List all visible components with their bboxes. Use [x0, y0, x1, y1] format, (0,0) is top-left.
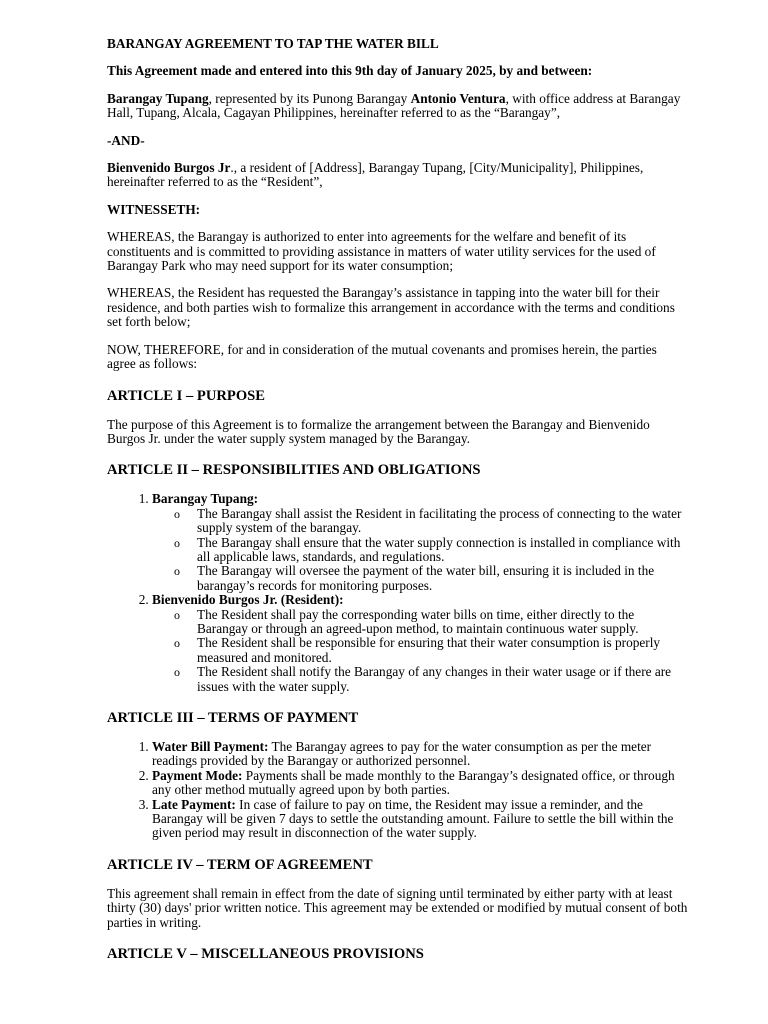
intro-line: This Agreement made and entered into this 9th day of January 2025, by and between: — [107, 63, 593, 79]
list-item — [152, 608, 688, 637]
item-text: In case of failure to pay on time, the Resident may issue a reminder, and the Barangay will be given 7 days to settle the outstanding amount. Failure to settle the bill within the given period may result in disconnection of the water supply. — [152, 796, 674, 841]
bullet-icon: o — [174, 665, 180, 680]
article-1-heading: ARTICLE I – PURPOSE — [107, 387, 266, 404]
sub-list — [152, 507, 688, 593]
bullet-text: The Barangay will oversee the payment of the water bill, ensuring it is included in the barangay’s records for monitoring purposes. — [197, 563, 655, 593]
article-4-text: This agreement shall remain in effect from the date of signing until terminated by either party with at least thirty (30) days' prior written notice. This agreement may be extended or modified by mutual consent of both parties in writing. — [107, 885, 688, 930]
list-item — [152, 507, 688, 536]
list-item — [152, 665, 688, 694]
bullet-text: The Barangay shall assist the Resident in facilitating the process of connecting to the water supply system of the barangay. — [197, 505, 682, 536]
bullet-icon: o — [174, 607, 180, 622]
list-item — [152, 769, 688, 798]
item-label: Payment Mode: — [152, 767, 243, 783]
party1-name: Barangay Tupang — [107, 90, 209, 106]
party2-text: ., a resident of [Address], Barangay Tupang, [City/Municipality], Philippines, hereinafter referred to as the “Resident”, — [107, 160, 644, 190]
bullet-icon: o — [174, 535, 180, 550]
article-1-text: The purpose of this Agreement is to formalize the arrangement between the Barangay and Bienvenido Burgos Jr. under the water supply system managed by the Barangay. — [107, 416, 650, 446]
witnesseth-heading: WITNESSETH: — [107, 201, 201, 217]
bullet-icon: o — [174, 506, 180, 521]
party1-text2: , with office address at Barangay Hall, Tupang, Alcala, Cagayan Philippines, hereinafter referred to as the “Barangay”, — [107, 90, 681, 121]
list-item — [152, 536, 688, 565]
list-item — [152, 492, 688, 593]
list-item — [152, 564, 688, 593]
and-separator: -AND- — [107, 132, 145, 148]
party1-text1: , represented by its Punong Barangay — [208, 90, 411, 106]
now-therefore: NOW, THEREFORE, for and in consideration of the mutual covenants and promises herein, the parties agree as follows: — [107, 341, 657, 372]
item-label: Water Bill Payment: — [152, 739, 269, 754]
document-title: BARANGAY AGREEMENT TO TAP THE WATER BILL — [107, 36, 439, 51]
bullet-text: The Resident shall be responsible for ensuring that their water consumption is properly measured and monitored. — [197, 635, 661, 665]
bullet-text: The Resident shall pay the corresponding water bills on time, either directly to the Barangay or through an agreed-upon method, to maintain continuous water supply. — [197, 606, 639, 636]
bullet-text: The Barangay shall ensure that the water supply connection is installed in compliance with all applicable laws, standards, and regulations. — [197, 534, 681, 564]
party2-paragraph — [107, 161, 688, 190]
sub-list — [152, 608, 688, 694]
item-text: Payments shall be made monthly to the Barangay’s designated office, or through any other method mutually agreed upon by both parties. — [152, 767, 675, 798]
party2-name: Bienvenido Burgos Jr — [107, 160, 231, 176]
whereas-1: WHEREAS, the Barangay is authorized to enter into agreements for the welfare and benefit of its constituents and is committed to providing assistance in matters of water utility services for the used of Barangay Park who may need support for its water consumption; — [107, 229, 656, 274]
article-4-heading: ARTICLE IV – TERM OF AGREEMENT — [107, 856, 373, 873]
article-2-heading: ARTICLE II – RESPONSIBILITIES AND OBLIGATIONS — [107, 462, 481, 479]
item-text: The Barangay agrees to pay for the water consumption as per the meter readings provided by the Barangay or authorized personnel. — [152, 739, 652, 769]
item-label: Late Payment: — [152, 796, 236, 812]
whereas-2: WHEREAS, the Resident has requested the Barangay’s assistance in tapping into the water bill for their residence, and both parties wish to formalize this arrangement in accordance with the terms and conditions set forth below; — [107, 285, 675, 330]
list-item — [152, 593, 688, 694]
article-5-heading: ARTICLE V – MISCELLANEOUS PROVISIONS — [107, 946, 424, 963]
list-item — [152, 740, 688, 769]
article-3-heading: ARTICLE III – TERMS OF PAYMENT — [107, 710, 359, 726]
bullet-icon: o — [174, 564, 180, 579]
article-3-list — [107, 740, 688, 841]
article-2-list — [107, 492, 688, 694]
article-2-item-2-label: Bienvenido Burgos Jr. (Resident): — [152, 592, 344, 608]
bullet-icon: o — [174, 636, 180, 651]
article-2-item-1-label: Barangay Tupang: — [152, 491, 259, 507]
party1-paragraph — [107, 92, 688, 121]
list-item — [152, 798, 688, 841]
party1-rep: Antonio Ventura — [410, 90, 506, 106]
list-item — [152, 636, 688, 665]
bullet-text: The Resident shall notify the Barangay of any changes in their water usage or if there are issues with the water supply. — [197, 664, 672, 694]
